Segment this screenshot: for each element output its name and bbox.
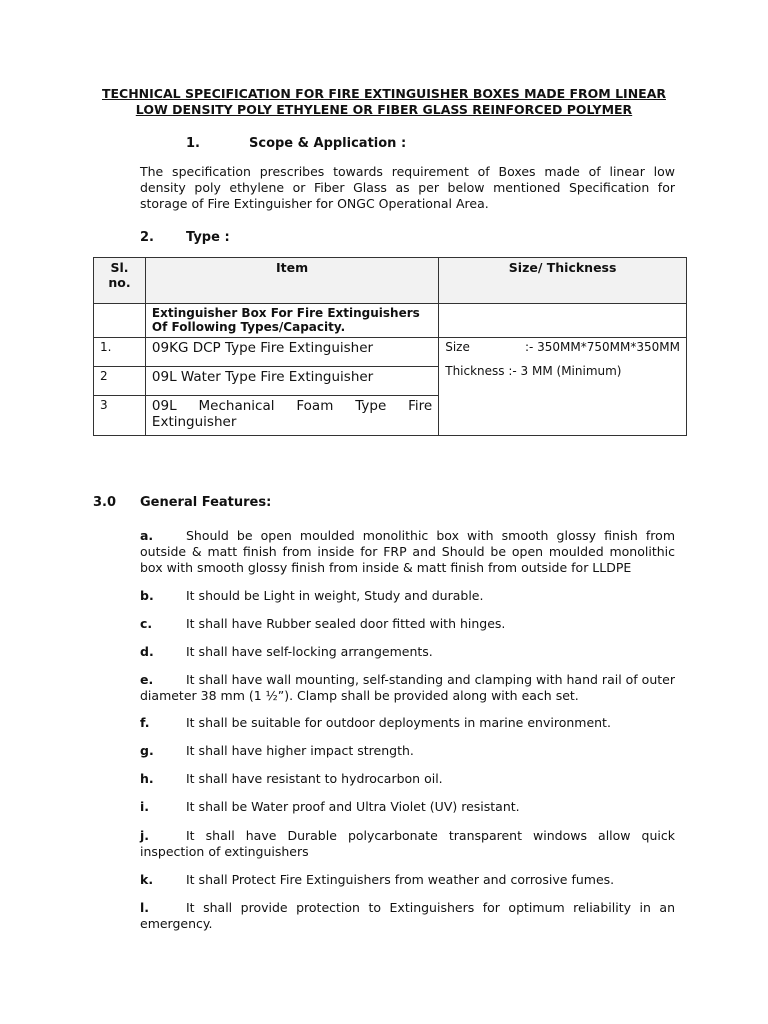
row-sl: 3: [94, 396, 146, 436]
row-sl: 2: [94, 367, 146, 396]
feature-letter: a.: [140, 528, 154, 543]
feature-item-e: [140, 672, 675, 704]
feature-text: It shall have self-locking arrangements.: [186, 644, 433, 659]
feature-letter: k.: [140, 872, 154, 887]
feature-letter: j.: [140, 828, 150, 843]
scope-text: The specification prescribes towards requirement of Boxes made of linear low density poly ethylene or Fiber Glass as per below mentioned Specification for storage of Fire Extinguisher for ONGC Operational Area.: [140, 164, 675, 211]
general-heading: General Features:: [140, 495, 272, 510]
feature-item-h: [140, 771, 675, 787]
row-sl: 1.: [94, 338, 146, 367]
feature-item-j: [140, 828, 675, 860]
feature-text: It shall have Durable polycarbonate transparent windows allow quick inspection of extinguishers: [140, 828, 675, 859]
feature-letter: b.: [140, 588, 154, 603]
row-item: 09KG DCP Type Fire Extinguisher: [145, 338, 438, 367]
feature-text: It shall be Water proof and Ultra Violet (UV) resistant.: [186, 799, 520, 814]
feature-letter: e.: [140, 672, 154, 687]
size-label: Size: [445, 340, 470, 354]
size-value: :- 350MM*750MM*350MM: [524, 340, 680, 354]
feature-letter: d.: [140, 644, 154, 659]
feature-text: Should be open moulded monolithic box with smooth glossy finish from outside & matt finish from inside for FRP and Should be open moulded monolithic box with smooth glossy finish from inside & matt finish from outside for LLDPE: [140, 528, 675, 575]
thickness-value: Thickness :- 3 MM (Minimum): [445, 364, 622, 378]
row-item: 09L Mechanical Foam Type Fire Extinguisher: [145, 396, 438, 436]
group-label: Extinguisher Box For Fire Extinguishers Of Following Types/Capacity.: [145, 304, 438, 338]
feature-text: It shall have higher impact strength.: [186, 743, 414, 758]
scope-number: 1.: [186, 136, 200, 151]
feature-item-k: [140, 872, 675, 888]
feature-item-b: [140, 588, 675, 604]
row-item: 09L Water Type Fire Extinguisher: [145, 367, 438, 396]
feature-text: It shall provide protection to Extinguishers for optimum reliability in an emergency.: [140, 900, 675, 931]
group-sl-cell: [94, 304, 146, 338]
feature-item-f: [140, 715, 675, 731]
feature-text: It shall have Rubber sealed door fitted with hinges.: [186, 616, 506, 631]
feature-letter: l.: [140, 900, 150, 915]
document-title: TECHNICAL SPECIFICATION FOR FIRE EXTINGUISHER BOXES MADE FROM LINEAR LOW DENSITY POLY ETHYLENE OR FIBER GLASS REINFORCED POLYMER: [101, 86, 666, 117]
spec-table: [93, 257, 687, 436]
type-number: 2.: [140, 230, 154, 245]
feature-text: It shall have wall mounting, self-standing and clamping with hand rail of outer diameter 38 mm (1 ½”). Clamp shall be provided along with each set.: [140, 672, 675, 703]
table-group-row: [94, 304, 687, 338]
general-number: 3.0: [93, 495, 117, 510]
feature-item-g: [140, 743, 675, 759]
scope-heading: Scope & Application :: [249, 136, 407, 151]
table-row: [94, 338, 687, 367]
feature-letter: h.: [140, 771, 154, 786]
feature-text: It shall Protect Fire Extinguishers from weather and corrosive fumes.: [186, 872, 615, 887]
header-size: Size/ Thickness: [439, 258, 687, 304]
feature-text: It shall have resistant to hydrocarbon oil.: [186, 771, 443, 786]
feature-letter: i.: [140, 799, 150, 814]
table-header-row: [94, 258, 687, 304]
header-item: Item: [145, 258, 438, 304]
feature-letter: g.: [140, 743, 154, 758]
feature-text: It should be Light in weight, Study and durable.: [186, 588, 484, 603]
feature-letter: c.: [140, 616, 153, 631]
feature-item-c: [140, 616, 675, 632]
feature-item-d: [140, 644, 675, 660]
type-heading: Type :: [186, 230, 230, 245]
feature-item-i: [140, 799, 675, 815]
feature-item-a: [140, 528, 675, 576]
feature-text: It shall be suitable for outdoor deployments in marine environment.: [186, 715, 611, 730]
header-sl: Sl. no.: [94, 258, 146, 304]
group-size-cell: [439, 304, 687, 338]
feature-letter: f.: [140, 715, 150, 730]
size-cell: [439, 338, 687, 436]
feature-item-l: [140, 900, 675, 932]
